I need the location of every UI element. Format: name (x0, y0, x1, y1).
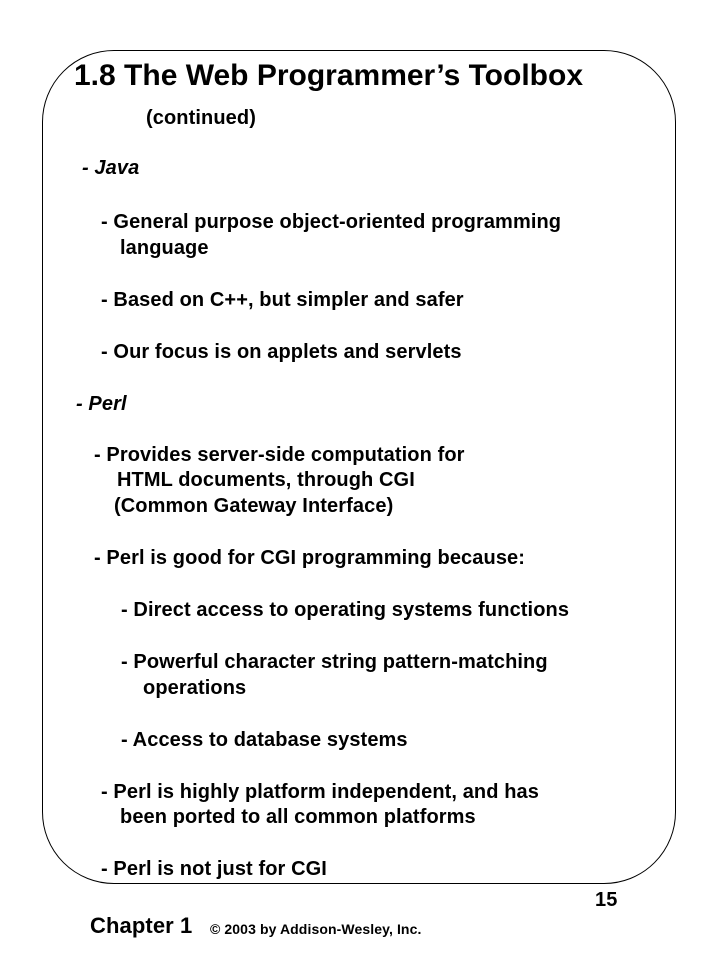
footer-page-number: 15 (595, 889, 618, 911)
perl-subpoint-3: - Access to database systems (121, 729, 408, 751)
footer-chapter: Chapter 1 (90, 913, 193, 938)
perl-point-2: - Perl is good for CGI programming because: (94, 547, 526, 569)
perl-subpoint-1: - Direct access to operating systems functions (121, 599, 570, 621)
footer-copyright: © 2003 by Addison-Wesley, Inc. (210, 921, 422, 937)
perl-point-4: - Perl is not just for CGI (101, 858, 327, 880)
slide-title: 1.8 The Web Programmer’s Toolbox (74, 59, 584, 92)
perl-point-1-cont-b: (Common Gateway Interface) (114, 495, 394, 517)
java-point-3: - Our focus is on applets and servlets (101, 341, 462, 363)
java-point-1-cont: language (120, 237, 209, 259)
topic-perl: - Perl (76, 393, 127, 415)
perl-subpoint-2-cont: operations (143, 677, 247, 699)
perl-point-3-cont: been ported to all common platforms (120, 806, 476, 828)
java-point-2: - Based on C++, but simpler and safer (101, 289, 464, 311)
topic-java: - Java (82, 157, 140, 179)
perl-point-3: - Perl is highly platform independent, and has (101, 781, 539, 803)
java-point-1: - General purpose object-oriented programming (101, 211, 562, 233)
perl-point-1-cont-a: HTML documents, through CGI (117, 469, 415, 491)
perl-point-1: - Provides server-side computation for (94, 444, 465, 466)
perl-subpoint-2: - Powerful character string pattern-matching (121, 651, 548, 673)
slide-subtitle: (continued) (146, 107, 256, 129)
